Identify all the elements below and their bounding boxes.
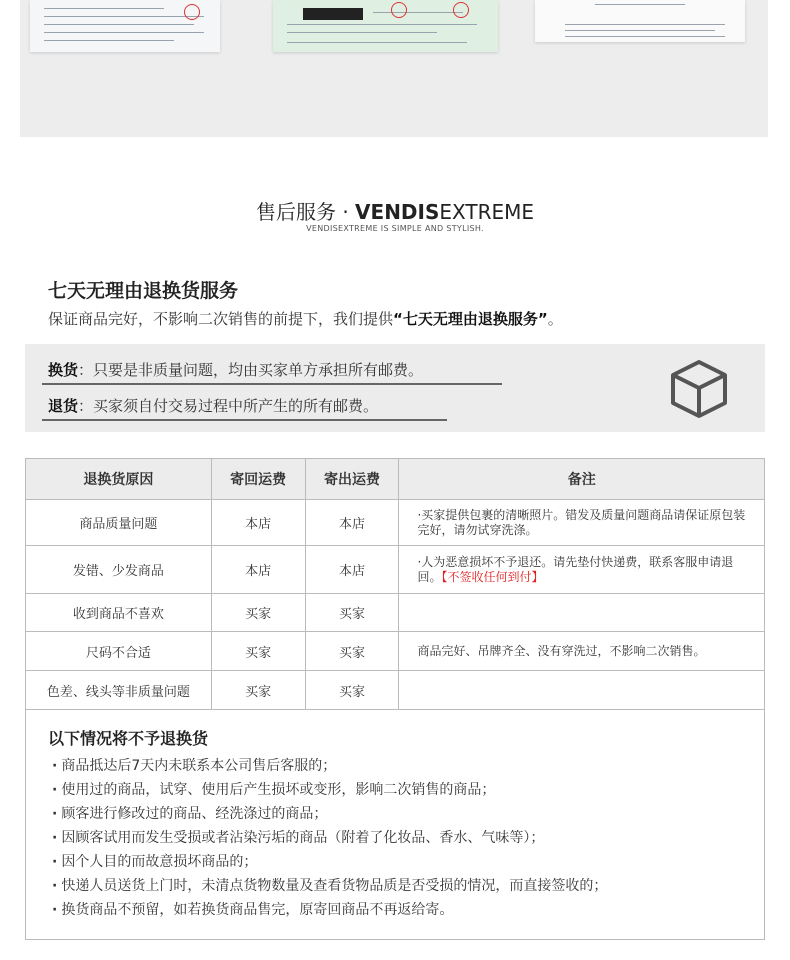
exclusions-title: 以下情况将不予退换货 <box>48 729 209 748</box>
list-item: · 顾客进行修改过的商品、经洗涤过的商品； <box>52 802 607 826</box>
divider <box>42 383 502 385</box>
table-row <box>26 632 765 671</box>
table-row <box>26 500 765 546</box>
table-note: ·人为恶意损坏不予退还。请先垫付快递费，联系客服申请退回。【不签收任何到付】 <box>399 546 765 594</box>
table-header: 寄回运费 <box>211 459 305 500</box>
table-cell: 买家 <box>211 594 305 632</box>
table-cell: 买家 <box>305 671 399 710</box>
table-cell: 本店 <box>211 500 305 546</box>
stamp-icon <box>391 2 407 18</box>
table-cell: 买家 <box>211 671 305 710</box>
table-cell: 买家 <box>305 594 399 632</box>
list-item: · 使用过的商品，试穿、使用后产生损坏或变形，影响二次销售的商品； <box>52 778 607 802</box>
table-header: 寄出运费 <box>305 459 399 500</box>
table-note: 商品完好、吊牌齐全、没有穿洗过，不影响二次销售。 <box>399 632 765 671</box>
table-cell: 收到商品不喜欢 <box>26 594 212 632</box>
divider <box>42 419 447 421</box>
exclusions-list <box>52 754 607 922</box>
table-header: 退换货原因 <box>26 459 212 500</box>
table-cell: 发错、少发商品 <box>26 546 212 594</box>
table-row <box>26 546 765 594</box>
table-cell: 商品质量问题 <box>26 500 212 546</box>
list-item: · 换货商品不预留，如若换货商品售完，原寄回商品不再返给寄。 <box>52 898 607 922</box>
table-row <box>26 671 765 710</box>
table-cell: 本店 <box>305 500 399 546</box>
stamp-icon <box>184 4 200 20</box>
exchange-rule: 换货：只要是非质量问题，均由买家单方承担所有邮费。 <box>48 361 424 379</box>
stamp-icon <box>453 2 469 18</box>
table-row <box>26 594 765 632</box>
table-header-row <box>26 459 765 500</box>
policy-description: 保证商品完好，不影响二次销售的前提下，我们提供“七天无理由退换服务”。 <box>48 310 563 328</box>
policy-heading: 七天无理由退换货服务 <box>48 280 239 302</box>
list-item: · 商品抵达后7天内未联系本公司售后客服的； <box>52 754 607 778</box>
certificate-image-1 <box>30 0 220 52</box>
list-item: · 因个人目的而故意损坏商品的； <box>52 850 607 874</box>
table-cell: 买家 <box>211 632 305 671</box>
table-cell: 尺码不合适 <box>26 632 212 671</box>
box-icon <box>668 358 730 420</box>
list-item: · 快递人员送货上门时，未清点货物数量及查看货物品质是否受损的情况，而直接签收的； <box>52 874 607 898</box>
table-note: ·买家提供包裹的清晰照片。错发及质量问题商品请保证原包装完好，请勿试穿洗涤。 <box>399 500 765 546</box>
table-cell: 色差、线头等非质量问题 <box>26 671 212 710</box>
section-title: 售后服务 · VENDISEXTREME <box>255 200 535 224</box>
table-cell-empty <box>399 671 765 710</box>
table-header: 备注 <box>399 459 765 500</box>
table-cell-empty <box>399 594 765 632</box>
return-rule: 退货：买家须自付交易过程中所产生的所有邮费。 <box>48 397 379 415</box>
table-cell: 买家 <box>305 632 399 671</box>
certificate-image-2 <box>273 0 498 52</box>
return-policy-table <box>25 458 765 710</box>
table-cell: 本店 <box>211 546 305 594</box>
section-subtitle: VENDISEXTREME IS SIMPLE AND STYLISH. <box>306 224 484 233</box>
table-cell: 本店 <box>305 546 399 594</box>
certificate-image-3 <box>535 0 745 42</box>
list-item: · 因顾客试用而发生受损或者沾染污垢的商品（附着了化妆品、香水、气味等）； <box>52 826 607 850</box>
